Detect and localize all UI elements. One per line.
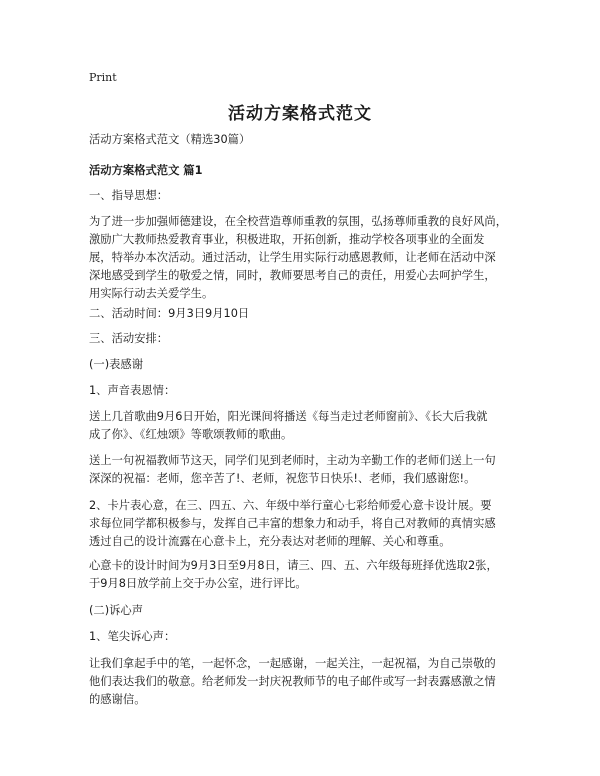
paragraph-letter: 让我们拿起手中的笔，一起怀念，一起感谢，一起关注，一起祝福，为自己崇敬的 他们表达我们的敬意。给老师发一封庆祝教师节的电子邮件或写一封表露感激之情 的感谢信。: [89, 657, 496, 706]
paragraph-heartfelt: (二)诉心声: [89, 604, 144, 617]
document-title: 活动方案格式范文: [228, 104, 372, 124]
paragraph-express-thanks: (一)表感谢: [89, 358, 144, 371]
paragraph-activity-time: 二、活动时间：9月3日9月10日: [89, 307, 250, 320]
print-link[interactable]: Print: [89, 71, 117, 84]
paragraph-cards: 2、卡片表心意，在三、四五、六、年级中举行童心七彩给师爱心意卡设计展。要 求每位同学都积极参与，发挥自己丰富的想象力和动手，将自己对教师的真情实感 透过自己的设计流露在心意卡上，充分表达对老师的理解、关心和尊重。: [89, 499, 496, 548]
section-heading: 活动方案格式范文 篇1: [89, 164, 203, 177]
paragraph-card-schedule: 心意卡的设计时间为9月3日至9月8日，请三、四、五、六年级每班择优选取2张， 于9月8日放学前上交于办公室，进行评比。: [89, 559, 498, 590]
paragraph-guiding-ideology-heading: 一、指导思想：: [89, 189, 169, 202]
paragraph-guiding-ideology: 为了进一步加强师德建设，在全校营造尊师重教的氛围，弘扬尊师重教的良好风尚， 激励广大教师热爱教育事业，积极进取，开拓创新，推动学校各项事业的全面发 展，特举办本次活动。通过活动，让学生用实际行动感恩教师，让老师在活动中深 深地感受到学生的敬爱之情，同时，教师要思考自己的责任，用爱心去呵护学生， 用实际行动去关爱学生。: [89, 215, 507, 300]
paragraph-activity-arrangement: 三、活动安排：: [89, 332, 169, 345]
paragraph-pen-voice: 1、笔尖诉心声：: [89, 630, 176, 643]
paragraph-songs: 送上几首歌曲9月6日开始，阳光课间将播送《每当走过老师窗前》、《长大后我就 成了你》、《红烛颂》等歌颂教师的歌曲。: [89, 410, 488, 441]
paragraph-blessing: 送上一句祝福教师节这天，同学们见到老师时，主动为辛勤工作的老师们送上一句 深深的祝福：老师，您辛苦了!、老师，祝您节日快乐!、老师，我们感谢您!。: [89, 454, 496, 485]
paragraph-voice-gratitude: 1、声音表恩情：: [89, 384, 176, 397]
document-subtitle: 活动方案格式范文（精选30篇）: [89, 133, 251, 146]
